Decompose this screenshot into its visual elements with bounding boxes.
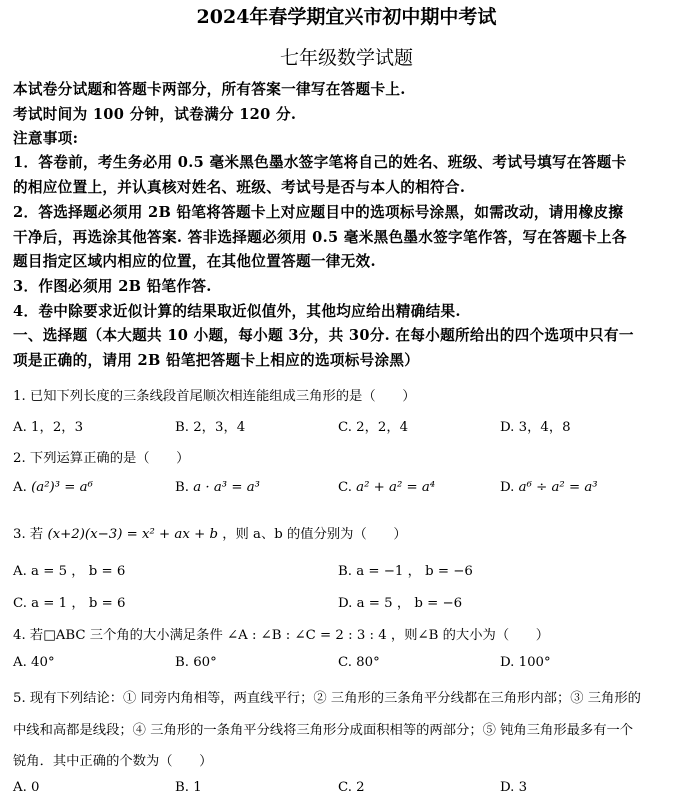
q5-option-d: D. 3 [500, 780, 528, 795]
q3-stem [13, 523, 407, 542]
q3-option-c: C. a = 1 ， b = 6 [13, 596, 126, 611]
q5-stem-line-b: 中线和高都是线段；④ 三角形的一条角平分线将三角形分成面积相等的两部分；⑤ 钝角三角形最多有一个 [13, 723, 634, 738]
instruction-line-1: 本试卷分试题和答题卡两部分，所有答案一律写在答题卡上. [13, 81, 406, 98]
q4-stem: 4. 若□ABC 三个角的大小满足条件 ∠A : ∠B : ∠C = 2 : 3 : 4 ，则∠B 的大小为（ ） [13, 628, 550, 643]
q5-stem-line-a: 5. 现有下列结论：① 同旁内角相等，两直线平行；② 三角形的三条角平分线都在三角形内部；③ 三角形的 [13, 691, 641, 706]
section-1-line-b: 项是正确的，请用 2B 铅笔把答题卡上相应的选项标号涂黑） [13, 352, 420, 369]
q5-stem-line-c: 锐角．其中正确的个数为（ ） [13, 754, 213, 769]
q2-option-c [338, 480, 435, 495]
q1-option-b: B. 2，3，4 [175, 420, 246, 435]
exam-title: 2024年春学期宜兴市初中期中考试 [196, 6, 497, 28]
q2-option-b-label: B. [175, 480, 189, 495]
note-2-line-b: 干净后，再选涂其他答案. 答非选择题必须用 0.5 毫米黑色墨水签字笔作答，写在答题卡上各 [13, 229, 627, 246]
q4-option-b: B. 60° [175, 655, 217, 670]
instruction-line-2: 考试时间为 100 分钟，试卷满分 120 分. [13, 106, 297, 123]
q4-option-d: D. 100° [500, 655, 551, 670]
q3-stem-prefix: 3. 若 [13, 527, 44, 542]
q4-option-a: A. 40° [13, 655, 55, 670]
q2-option-b [175, 480, 260, 495]
note-1-line-b: 的相应位置上，并认真核对姓名、班级、考试号是否与本人的相符合. [13, 179, 466, 196]
q1-option-a: A. 1，2，3 [13, 420, 84, 435]
note-2-line-c: 题目指定区域内相应的位置，在其他位置答题一律无效. [13, 253, 376, 270]
q2-option-c-label: C. [338, 480, 352, 495]
instruction-heading: 注意事项: [13, 130, 79, 147]
q2-option-a-expr: (a²)³ = a⁶ [31, 480, 93, 495]
note-4: 4．卷中除要求近似计算的结果取近似值外，其他均应给出精确结果. [13, 303, 461, 320]
note-3: 3．作图必须用 2B 铅笔作答. [13, 278, 212, 295]
q2-option-a-label: A. [13, 480, 27, 495]
q4-option-c: C. 80° [338, 655, 380, 670]
q1-option-c: C. 2，2，4 [338, 420, 409, 435]
q2-option-b-expr: a · a³ = a³ [193, 480, 260, 495]
q5-option-a: A. 0 [13, 780, 40, 795]
q3-option-b: B. a = −1 ， b = −6 [338, 564, 473, 579]
q3-stem-expr: (x+2)(x−3) = x² + ax + b [47, 527, 218, 542]
q3-option-d: D. a = 5 ， b = −6 [338, 596, 463, 611]
q2-option-a [13, 480, 93, 495]
note-1-line-a: 1．答卷前，考生务必用 0.5 毫米黑色墨水签字笔将自己的姓名、班级、考试号填写在答题卡 [13, 154, 627, 171]
section-1-line-a: 一、选择题（本大题共 10 小题，每小题 3分，共 30分. 在每小题所给出的四个选项中只有一 [13, 327, 634, 344]
q2-option-c-expr: a² + a² = a⁴ [356, 480, 436, 495]
q2-stem: 2. 下列运算正确的是（ ） [13, 451, 190, 466]
q2-option-d-label: D. [500, 480, 515, 495]
q5-option-b: B. 1 [175, 780, 202, 795]
q5-option-c: C. 2 [338, 780, 365, 795]
q1-stem: 1. 已知下列长度的三条线段首尾顺次相连能组成三角形的是（ ） [13, 389, 416, 404]
exam-subtitle: 七年级数学试题 [279, 47, 413, 69]
note-2-line-a: 2．答选择题必须用 2B 铅笔将答题卡上对应题目中的选项标号涂黑，如需改动，请用橡皮擦 [13, 204, 624, 221]
q3-stem-suffix: ，则 a、b 的值分别为（ ） [222, 527, 407, 542]
q1-option-d: D. 3，4，8 [500, 420, 571, 435]
q2-option-d-expr: a⁶ ÷ a² = a³ [518, 480, 598, 495]
q2-option-d [500, 480, 598, 495]
q3-option-a: A. a = 5 ， b = 6 [13, 564, 126, 579]
